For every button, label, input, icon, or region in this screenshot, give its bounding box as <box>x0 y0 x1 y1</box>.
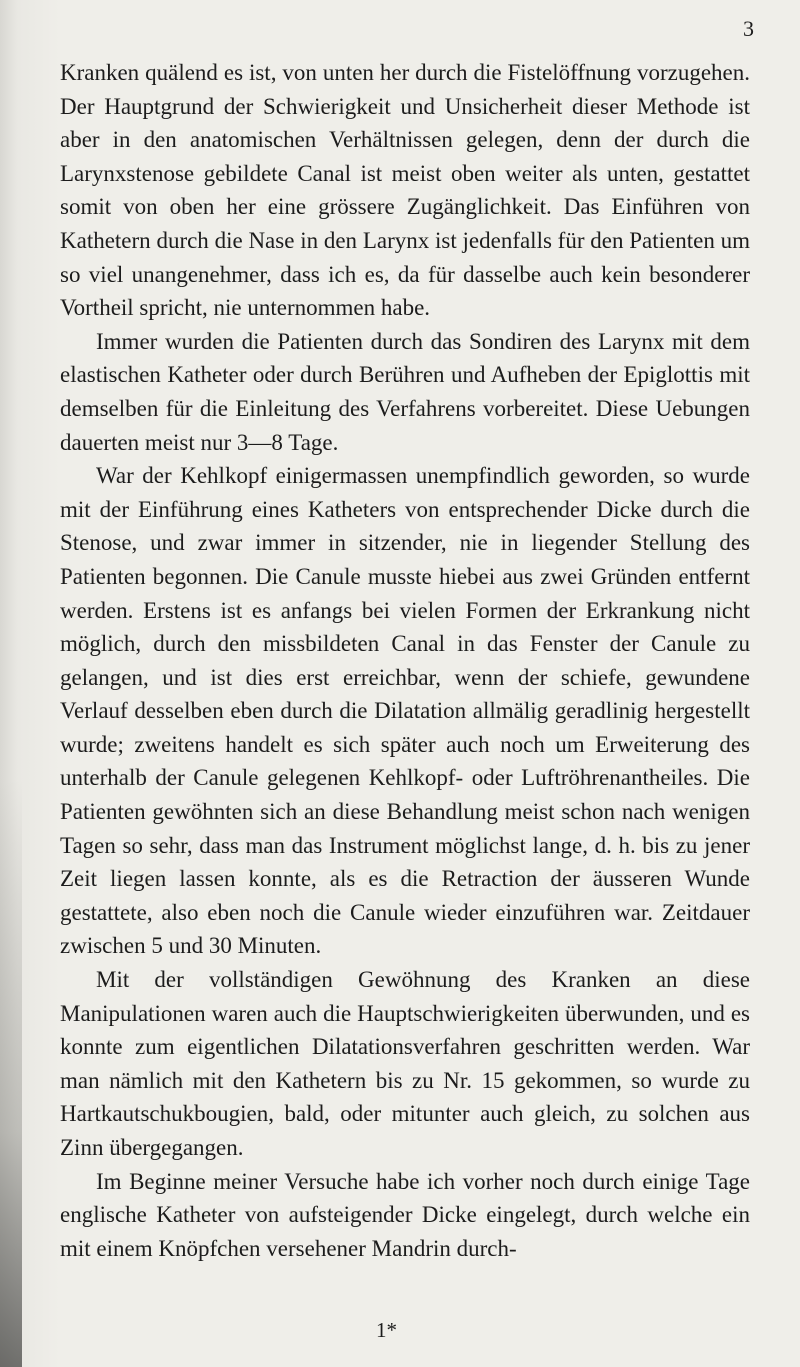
paragraph-4: Mit der vollständigen Gewöhnung des Kranken an diese Manipulationen waren auch die Hauptschwierigkeiten überwunden, und es konnte zum eigentlichen Dilatationsverfahren geschritten werden. War man nämlich mit den Kathetern bis zu Nr. 15 gekommen, so wurde zu Hartkautschukbougien, bald, oder mitunter auch gleich, zu solchen aus Zinn übergegangen. <box>60 967 750 1160</box>
binding-shadow <box>0 780 22 1367</box>
paragraph-1: Kranken quälend es ist, von unten her durch die Fistelöffnung vorzugehen. Der Hauptgrund der Schwierigkeit und Unsicherheit dieser Methode ist aber in den anatomischen Verhältnissen gelegen, denn der durch die Larynxstenose gebildete Canal ist meist oben weiter als unten, gestattet somit von oben her eine grössere Zugänglichkeit. Das Einführen von Kathetern durch die Nase in den Larynx ist jedenfalls für den Patienten um so viel unangenehmer, dass ich es, da für dasselbe auch kein besonderer Vortheil spricht, nie unternommen habe. <box>60 60 750 321</box>
page-number: 3 <box>743 16 754 41</box>
paragraph-3: War der Kehlkopf einigermassen unempfindlich geworden, so wurde mit der Einführung eines Katheters von entsprechender Dicke durch die Stenose, und zwar immer in sitzender, nie in liegender Stellung des Patienten begonnen. Die Canule musste hiebei aus zwei Gründen entfernt werden. Erstens ist es anfangs bei vielen Formen der Erkrankung nicht möglich, durch den missbildeten Canal in das Fenster der Canule zu gelangen, und ist dies erst erreichbar, wenn der schiefe, gewundene Verlauf desselben eben durch die Dilatation allmälig geradlinig hergestellt wurde; zweitens handelt es sich später auch noch um Erweiterung des unterhalb der Canule gelegenen Kehlkopf- oder Luftröhrenantheiles. Die Patienten gewöhnten sich an diese Behandlung meist schon nach wenigen Tagen so sehr, dass man das Instrument möglichst lange, d. h. bis zu jener Zeit liegen lassen konnte, als es die Retraction der äusseren Wunde gestattete, also eben noch die Canule wieder einzuführen war. Zeitdauer zwischen 5 und 30 Minuten. <box>60 463 750 959</box>
paragraph-2: Immer wurden die Patienten durch das Sondiren des Larynx mit dem elastischen Katheter oder durch Berühren und Aufheben der Epiglottis mit demselben für die Einleitung des Verfahrens vorbereitet. Diese Uebungen dauerten meist nur 3—8 Tage. <box>60 328 750 455</box>
signature-mark: 1* <box>376 1318 397 1342</box>
body-text <box>60 56 750 1265</box>
paragraph-5: Im Beginne meiner Versuche habe ich vorher noch durch einige Tage englische Katheter von aufsteigender Dicke eingelegt, durch welche ein mit einem Knöpfchen versehener Mandrin durch- <box>60 1168 750 1261</box>
